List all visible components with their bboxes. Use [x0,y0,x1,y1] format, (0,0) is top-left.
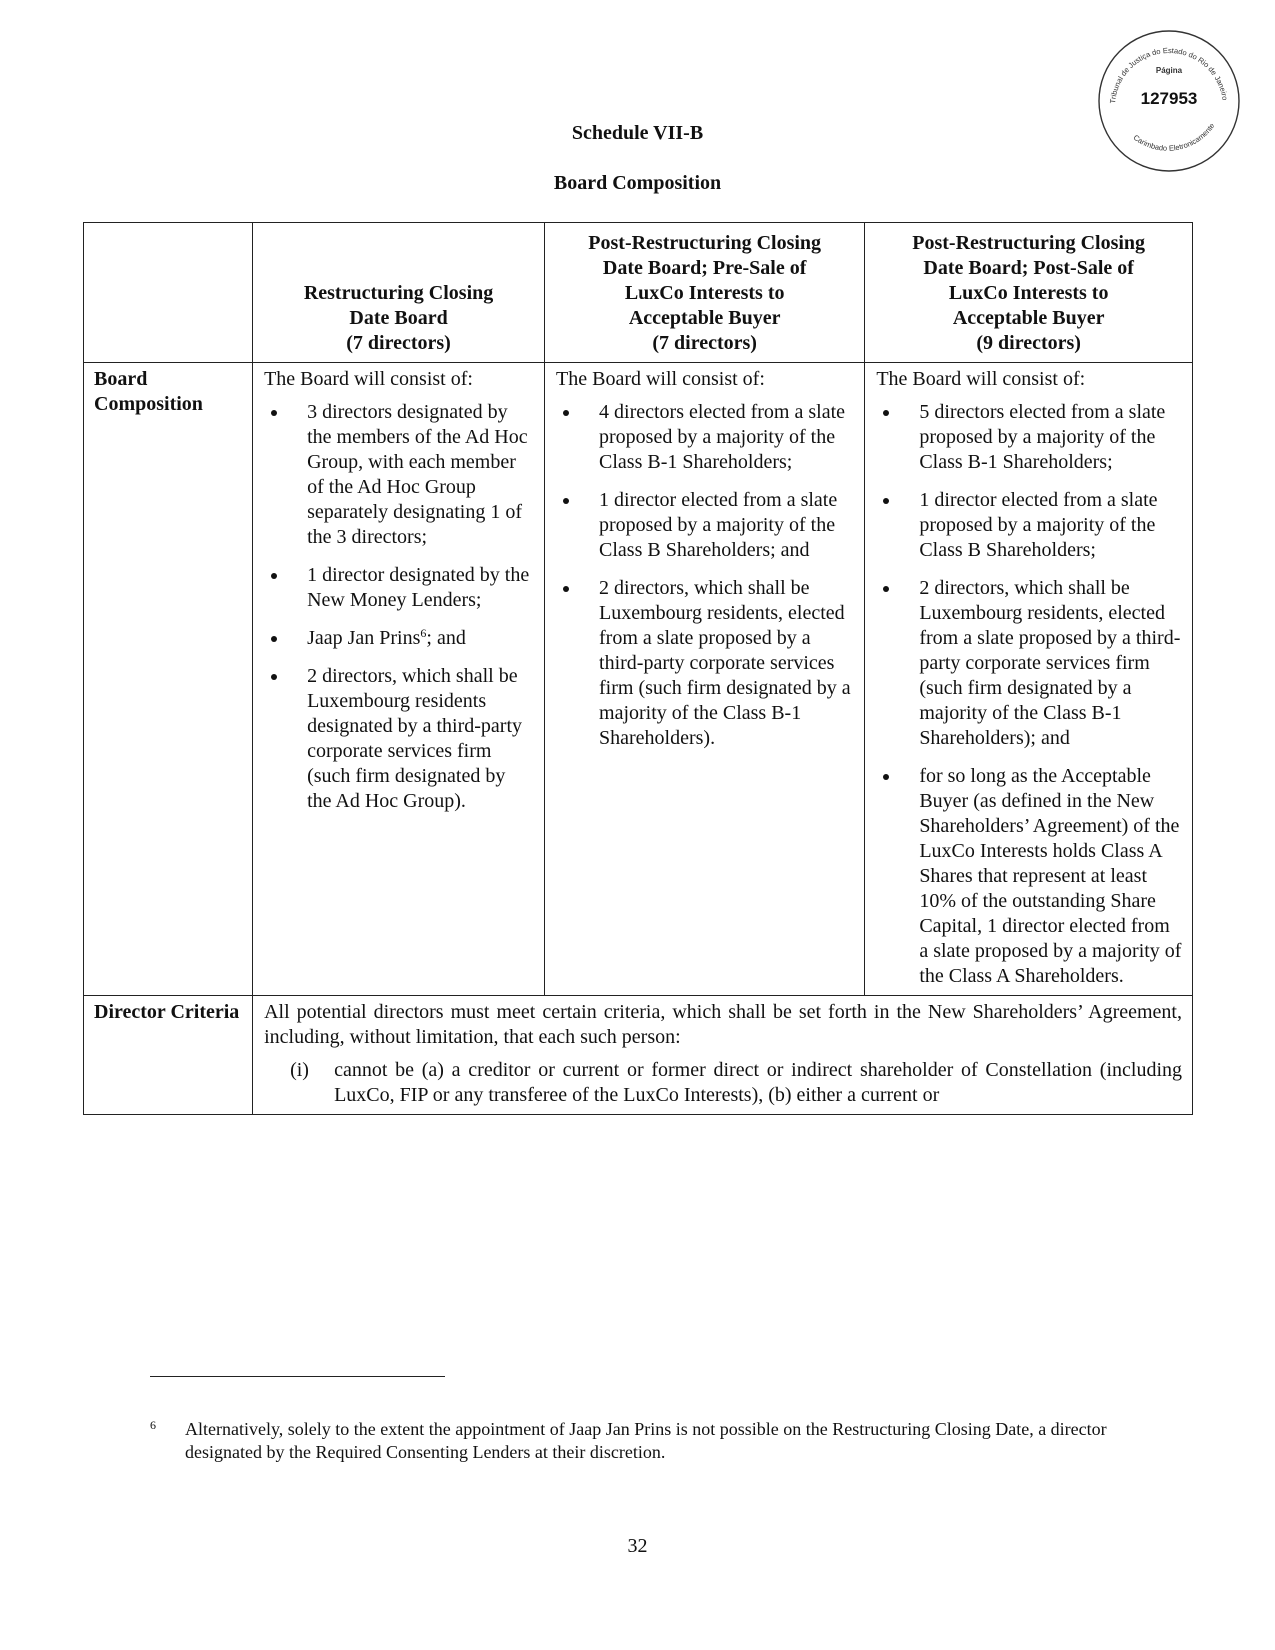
criteria-list-item [264,1058,1182,1108]
list-item-text: 2 directors, which shall be Luxembourg residents, elected from a slate proposed by a third-party corporate services firm (such firm designated by a majority of the Class B-1 Shareholders). [599,577,851,749]
list-item-text: 5 directors elected from a slate proposed by a majority of the Class B-1 Shareholders; [919,401,1166,473]
schedule-subtitle: Board Composition [553,172,722,194]
header-line: LuxCo Interests to [624,282,785,304]
cell-intro: The Board will consist of: [264,368,473,390]
list-item [264,626,534,651]
header-line: Post-Restructuring Closing [912,232,1146,254]
schedule-title: Schedule VII-B [571,122,704,144]
list-item [264,664,534,814]
list-item-text: 3 directors designated by the members of the Ad Hoc Group, with each member of the Ad Hoc Group separately designating 1 of the 3 directors; [307,401,528,548]
footnote-mark: 6 [150,1418,156,1432]
bullet-list [264,400,534,814]
board-composition-row [84,363,1193,996]
criteria-item-number: (i) [290,1059,309,1081]
list-item [556,576,854,751]
list-item [556,488,854,563]
list-item-text: for so long as the Acceptable Buyer (as defined in the New Shareholders’ Agreement) of the LuxCo Interests holds Class A Shares that represent at least 10% of the outstanding Share Capital, 1 director elected from a slate proposed by a majority of the Class A Shareholders. [919,765,1182,987]
director-criteria-row [84,996,1193,1115]
stamp-ring-top-text: Tribunal de Justiça do Estado do Rio de Janeiro [1108,45,1230,104]
cell-intro: The Board will consist of: [876,368,1086,390]
header-line: Acceptable Buyer [952,307,1105,329]
header-line: Post-Restructuring Closing [588,232,822,254]
cell-director-criteria [253,996,1193,1115]
footnote-separator [150,1376,445,1377]
bullet-icon [883,774,889,780]
header-line: Acceptable Buyer [628,307,781,329]
header-line: (7 directors) [346,332,451,354]
row-label-board-composition: Board Composition [84,363,253,996]
stamp-label: Página [1155,66,1183,75]
bullet-icon [271,636,277,642]
list-item-text: 2 directors, which shall be Luxembourg residents designated by a third-party corporate services firm (such firm designated by the Ad Hoc Group). [307,665,523,812]
criteria-intro: All potential directors must meet certain criteria, which shall be set forth in the New Shareholders’ Agreement, including, without limitation, that each such person: [264,1001,1182,1048]
table-header-row [84,223,1193,363]
list-item [556,400,854,475]
list-item-text: 2 directors, which shall be Luxembourg residents, elected from a slate proposed by a third-party corporate services firm (such firm designated by a majority of the Class B-1 Shareholders); and [919,577,1181,749]
list-item-text: Jaap Jan Prins [307,627,421,649]
list-item [264,400,534,550]
bullet-icon [563,410,569,416]
bullet-icon [563,498,569,504]
footnote-reference[interactable]: 6 [420,626,427,640]
board-composition-table [83,222,1193,1115]
cell-intro: The Board will consist of: [556,368,765,390]
footnote-text: Alternatively, solely to the extent the appointment of Jaap Jan Prins is not possible on the Restructuring Closing Date, a director designated by the Required Consenting Lenders at their discretion. [185,1419,1107,1462]
cell-pre-sale-board [545,363,865,996]
bullet-icon [883,410,889,416]
bullet-list [876,400,1182,989]
cell-restructuring-closing-date-board [253,363,545,996]
list-item-text: 1 director elected from a slate proposed by a majority of the Class B Shareholders; [919,489,1158,561]
list-item [876,764,1182,989]
header-line: (7 directors) [652,332,757,354]
list-item-text-tail: ; and [426,627,466,649]
header-line: Date Board; Pre-Sale of [602,257,807,279]
footnote [150,1418,1120,1464]
bullet-icon [883,498,889,504]
bullet-list [556,400,854,751]
list-item [876,400,1182,475]
header-post-sale-board [865,223,1193,363]
court-stamp-seal [1097,29,1241,173]
bullet-icon [271,573,277,579]
bullet-icon [271,674,277,680]
list-item-text: 1 director designated by the New Money Lenders; [307,564,530,611]
header-line: Date Board; Post-Sale of [923,257,1134,279]
bullet-icon [563,586,569,592]
stamp-number: 127953 [1140,89,1198,108]
list-item-text: 4 directors elected from a slate proposed by a majority of the Class B-1 Shareholders; [599,401,846,473]
bullet-icon [883,586,889,592]
header-empty-cell [84,223,253,363]
header-line: Restructuring Closing [303,282,494,304]
row-label-director-criteria: Director Criteria [84,996,253,1115]
list-item-text: 1 director elected from a slate proposed by a majority of the Class B Shareholders; and [599,489,838,561]
header-line: Date Board [349,307,448,329]
cell-post-sale-board [865,363,1193,996]
list-item [264,563,534,613]
header-line: LuxCo Interests to [948,282,1109,304]
list-item [876,576,1182,751]
stamp-ring-bottom-text: Carimbado Eletronicamente [1131,121,1217,153]
list-item [876,488,1182,563]
header-restructuring-closing-date-board [253,223,545,363]
header-pre-sale-board [545,223,865,363]
page-number: 32 [627,1535,648,1557]
criteria-item-text: cannot be (a) a creditor or current or former direct or indirect shareholder of Constellation (including LuxCo, FIP or any transferee of the LuxCo Interests), (b) either a current or [334,1059,1182,1106]
bullet-icon [271,410,277,416]
header-line: (9 directors) [976,332,1081,354]
